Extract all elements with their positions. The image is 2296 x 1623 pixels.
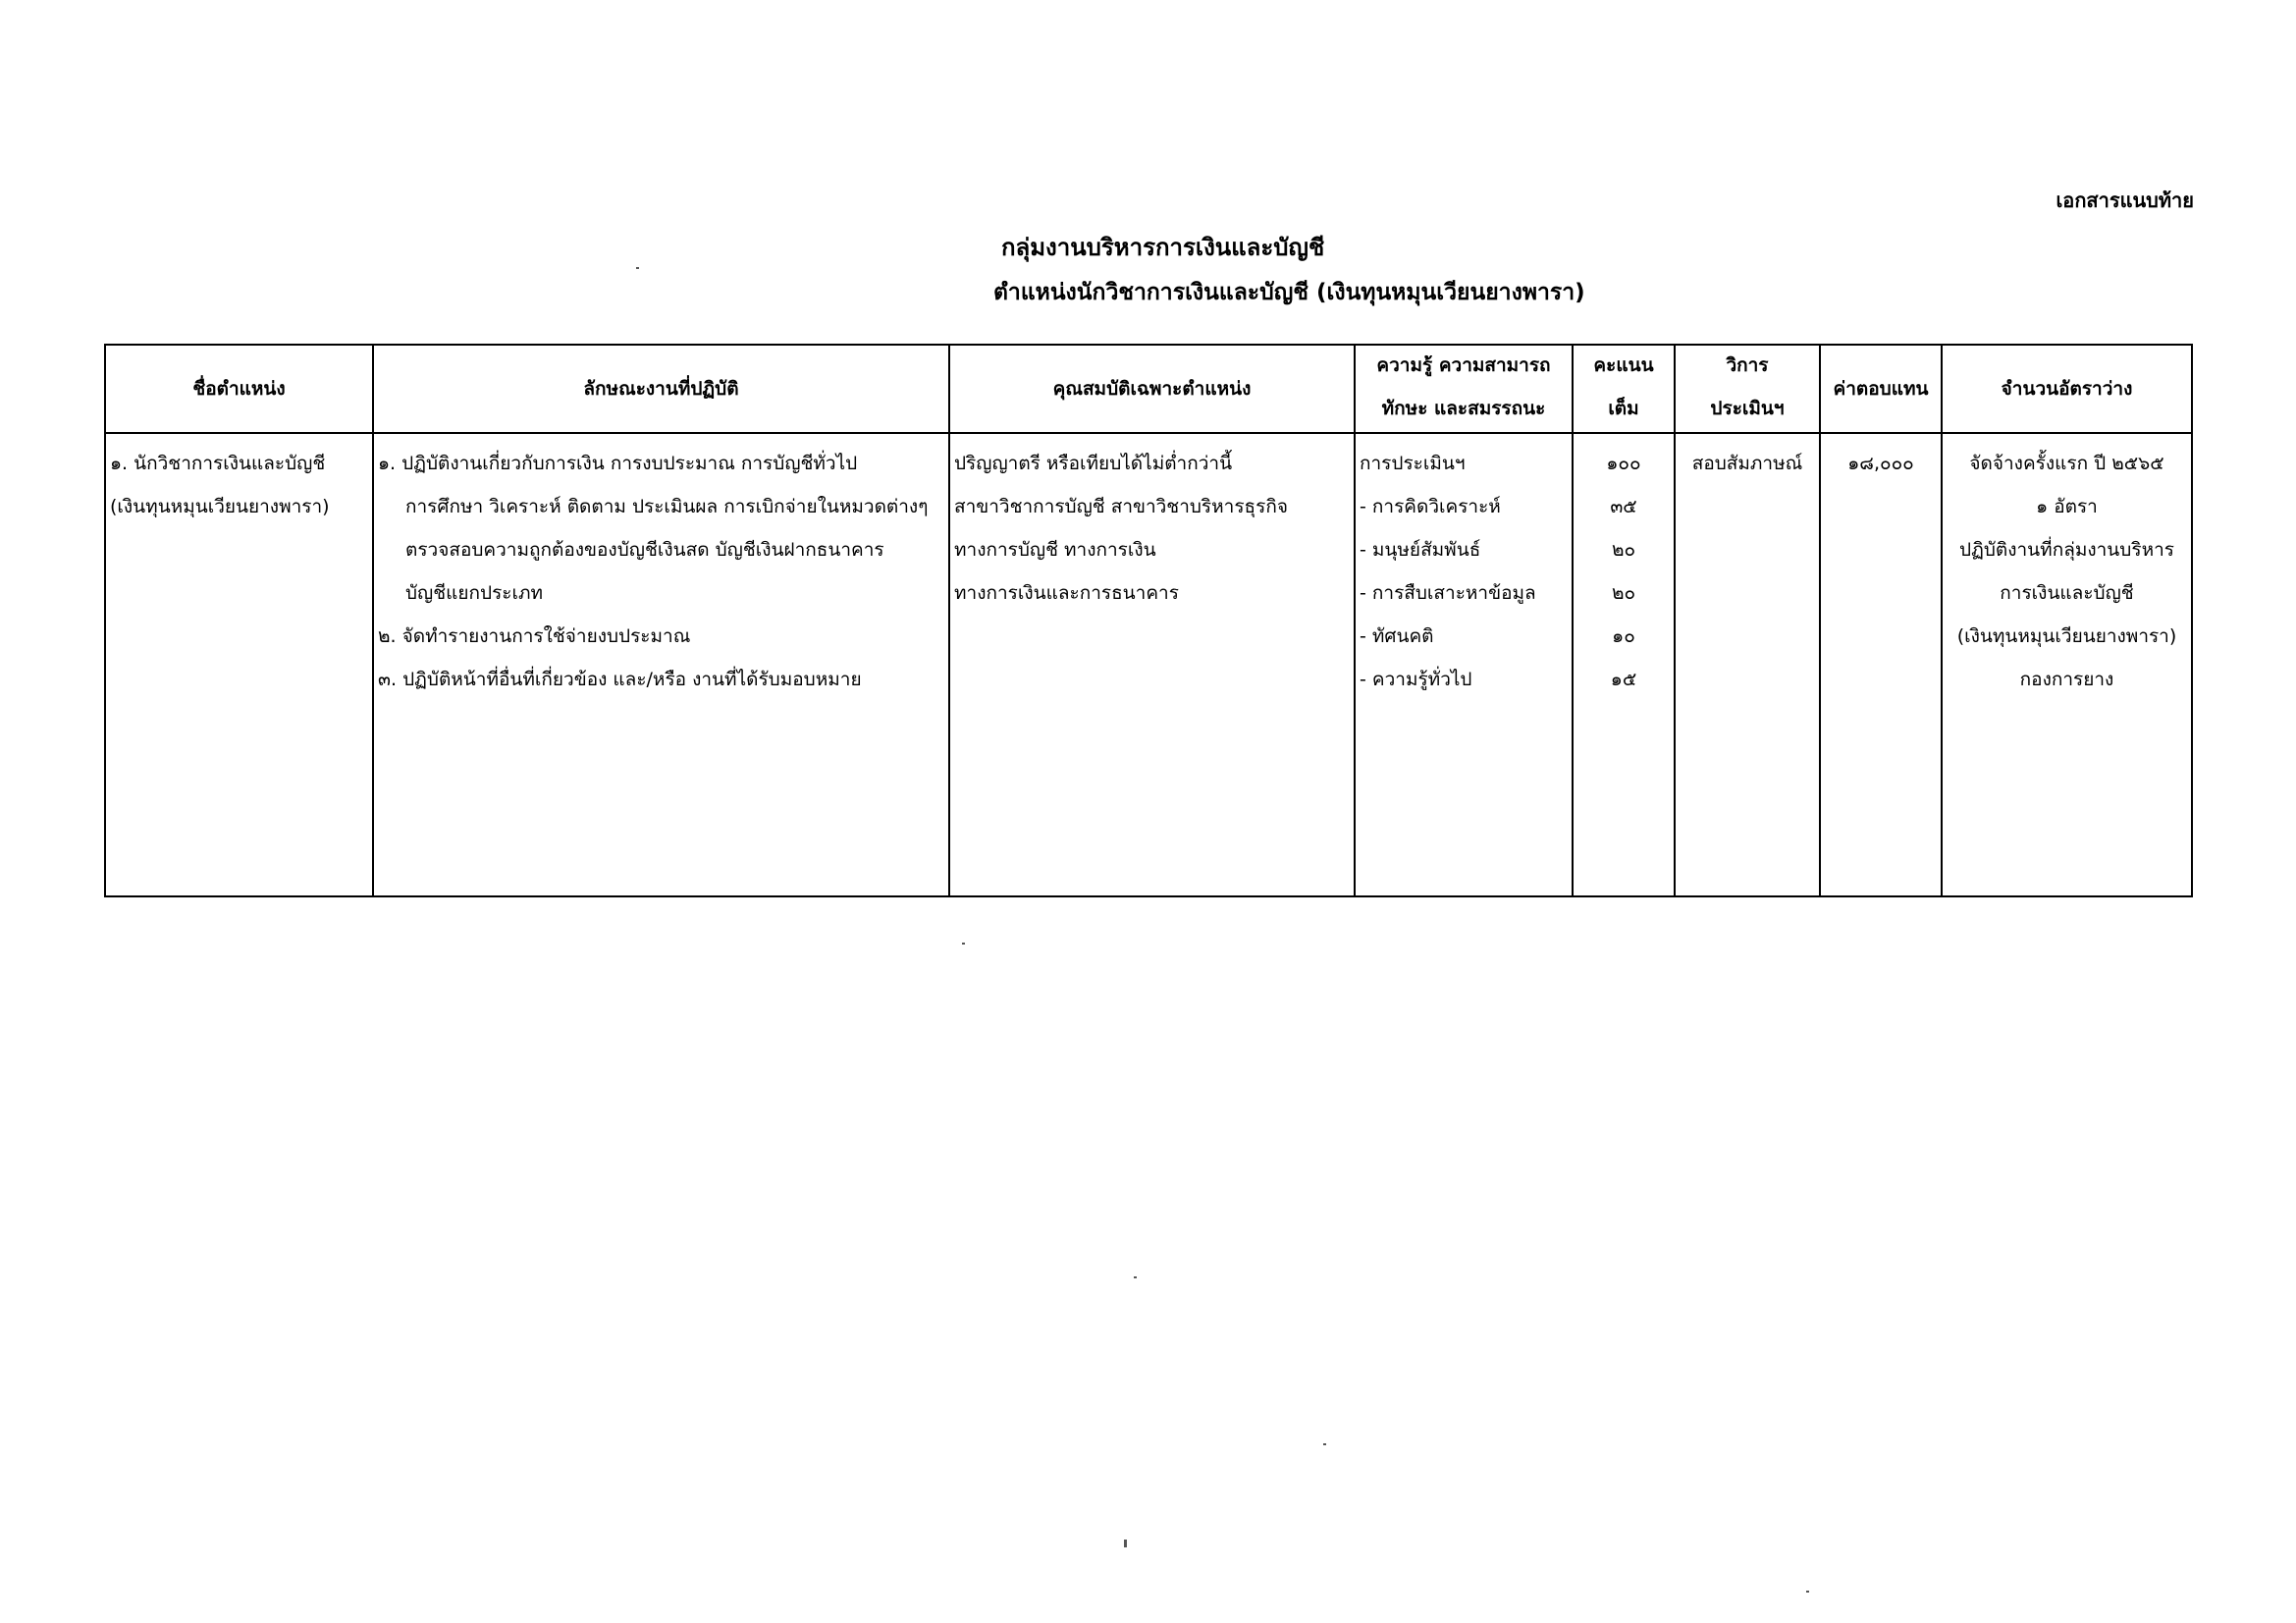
cell-competency: การประเมินฯ - การคิดวิเคราะห์ - มนุษย์สัมพันธ์ - การสืบเสาะหาข้อมูล - ทัศนคติ - ความรู้ทั่วไป	[1355, 433, 1573, 896]
scan-speck	[1124, 1540, 1127, 1547]
scan-speck	[1806, 1591, 1809, 1593]
scan-speck	[1134, 1276, 1137, 1278]
cell-compensation: ๑๘,๐๐๐	[1820, 433, 1942, 896]
header-vacancies: จำนวนอัตราว่าง	[1942, 345, 2192, 433]
scan-speck	[636, 267, 639, 269]
cell-duties: ๑. ปฏิบัติงานเกี่ยวกับการเงิน การงบประมาณ การบัญชีทั่วไป การศึกษา วิเคราะห์ ติดตาม ประเมินผล การเบิกจ่ายในหมวดต่างๆ ตรวจสอบความถูกต้องของบัญชีเงินสด บัญชีเงินฝากธนาคาร บัญชีแยกประเภท ๒. จัดทำรายงานการใช้จ่ายงบประมาณ ๓. ปฏิบัติหน้าที่อื่นที่เกี่ยวข้อง และ/หรือ งานที่ได้รับมอบหมาย	[373, 433, 949, 896]
scan-speck	[962, 943, 965, 945]
header-competency: ความรู้ ความสามารถ ทักษะ และสมรรถนะ	[1355, 345, 1573, 433]
document-subtitle: ตำแหน่งนักวิชาการเงินและบัญชี (เงินทุนหมุนเวียนยางพารา)	[993, 280, 1585, 305]
header-score: คะแนน เต็ม	[1573, 345, 1675, 433]
header-duties: ลักษณะงานที่ปฏิบัติ	[373, 345, 949, 433]
header-position: ชื่อตำแหน่ง	[105, 345, 373, 433]
annex-label: เอกสารแนบท้าย	[2056, 189, 2194, 212]
table-row	[105, 433, 2192, 896]
scan-speck	[1323, 1443, 1326, 1445]
document-title: กลุ่มงานบริหารการเงินและบัญชี	[1001, 234, 1325, 261]
cell-score: ๑๐๐ ๓๕ ๒๐ ๒๐ ๑๐ ๑๕	[1573, 433, 1675, 896]
cell-qualifications: ปริญญาตรี หรือเทียบได้ไม่ต่ำกว่านี้ สาขาวิชาการบัญชี สาขาวิชาบริหารธุรกิจ ทางการบัญชี ทางการเงิน ทางการเงินและการธนาคาร	[949, 433, 1355, 896]
positions-table	[104, 344, 2193, 897]
table-header-row	[105, 345, 2192, 433]
header-method: วิการ ประเมินฯ	[1675, 345, 1820, 433]
cell-method: สอบสัมภาษณ์	[1675, 433, 1820, 896]
cell-vacancies: จัดจ้างครั้งแรก ปี ๒๕๖๕ ๑ อัตรา ปฏิบัติงานที่กลุ่มงานบริหาร การเงินและบัญชี (เงินทุนหมุนเวียนยางพารา) กองการยาง	[1942, 433, 2192, 896]
header-compensation: ค่าตอบแทน	[1820, 345, 1942, 433]
cell-position: ๑. นักวิชาการเงินและบัญชี (เงินทุนหมุนเวียนยางพารา)	[105, 433, 373, 896]
header-qualifications: คุณสมบัติเฉพาะตำแหน่ง	[949, 345, 1355, 433]
